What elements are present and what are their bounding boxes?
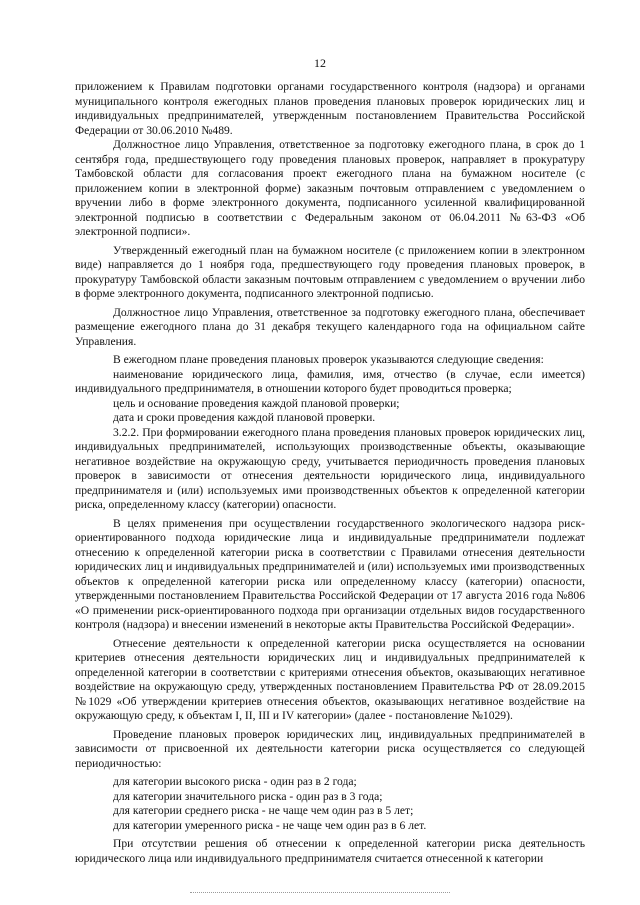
paragraph-risk-criteria: Отнесение деятельности к определенной категории риска осуществляется на основании критериев отнесения деятельности юридических лиц и индивидуальных предпринимателей к определенной категории в соответствии с критериями отнесения объектов, оказывающих негативное воздействие на окружающую среду, утвержденных постановлением Правительства РФ от 28.09.2015 №1029 «Об утверждении критериев отнесения объектов, оказывающих негативное воздействие на окружающую среду, к объектам I, II, III и IV категории» (далее - постановление №1029). (75, 636, 585, 722)
paragraph-3: Утвержденный ежегодный план на бумажном носителе (с приложением копии в электронном виде) направляется до 1 ноября года, предшествующего году проведения плановых проверок, в прокуратуру Тамбовской области заказным почтовым отправлением с уведомлением о вручении либо в форме электронного документа, подписанного электронной подписью. (75, 243, 585, 300)
paragraph-2: Должностное лицо Управления, ответственное за подготовку ежегодного плана, в срок до 1 сентября года, предшествующего году проведения плановых проверок, направляет в прокуратуру Тамбовской области для согласования проект ежегодного плана на бумажном носителе (с приложением копии в электронной форме) заказным почтовым отправлением с уведомлением о вручении либо в форме электронного документа, подписанного усиленной квалифицированной электронной подписью в соответствии с Федеральным законом от 06.04.2011 №63-ФЗ «Об электронной подписи». (75, 138, 585, 238)
footer-divider (190, 892, 450, 893)
list-item-medium-risk: для категории среднего риска - не чаще чем один раз в 5 лет; (113, 804, 414, 817)
paragraph-4: Должностное лицо Управления, ответственное за подготовку ежегодного плана, обеспечивает размещение ежегодного плана до 31 декабря текущего календарного года на официальном сайте Управления. (75, 305, 585, 348)
list-item-purpose: цель и основание проведения каждой плановой проверки; (113, 396, 400, 410)
paragraph-5: В ежегодном плане проведения плановых проверок указываются следующие сведения: (113, 353, 544, 366)
list-item-significant-risk: для категории значительного риска - один раз в 3 года; (113, 789, 383, 803)
paragraph-no-decision: При отсутствии решения об отнесении к определенной категории риска деятельность юридического лица или индивидуального предпринимателя считается отнесенной к категории (75, 837, 585, 865)
list-item-name: наименование юридического лица, фамилия, имя, отчество (в случае, если имеется) индивидуального предпринимателя, в отношении которого будет проводиться проверка; (75, 367, 585, 395)
paragraph-periodicity: Проведение плановых проверок юридических лиц, индивидуальных предпринимателей в зависимости от присвоенной их деятельности категории риска осуществляется со следующей периодичностью: (75, 727, 585, 770)
list-item-moderate-risk: для категории умеренного риска - не чаще чем один раз в 6 лет. (113, 818, 427, 832)
paragraph-risk-approach: В целях применения при осуществлении государственного экологического надзора риск-ориентированного подхода юридические лица и индивидуальные предприниматели подлежат отнесению к определенной категории риска в соответствии с Правилами отнесения деятельности юридических лиц и индивидуальных предпринимателей и (или) используемых ими производственных объектов к определенной категории риска или определенному классу (категории) опасности, утвержденными постановлением Правительства Российской Федерации от 17 августа 2016 года №806 «О применении риск-ориентированного подхода при организации отдельных видов государственного контроля (надзора) и внесении изменений в некоторые акты Правительства Российской Федерации». (75, 516, 585, 631)
list-item-high-risk: для категории высокого риска - один раз в 2 года; (113, 775, 357, 788)
paragraph-1: приложением к Правилам подготовки органами государственного контроля (надзора) и органами муниципального контроля ежегодных планов проведения плановых проверок юридических лиц и индивидуальных предпринимателей, утвержденным постановлением Правительства Российской Федерации от 30.06.2010 №489. (75, 80, 585, 137)
list-item-dates: дата и сроки проведения каждой плановой проверки. (113, 411, 376, 424)
page-number: 12 (314, 56, 326, 70)
document-body (75, 80, 585, 866)
paragraph-3-2-2: 3.2.2. При формировании ежегодного плана проведения плановых проверок юридических лиц, индивидуальных предпринимателей, использующих производственные объекты, оказывающие негативное воздействие на окружающую среду, учитывается периодичность проведения плановых проверок в зависимости от отнесения деятельности юридического лица, индивидуального предпринимателя и (или) используемых ими производственных объектов к определенной категории риска, определенному классу (категории) опасности. (75, 425, 585, 511)
